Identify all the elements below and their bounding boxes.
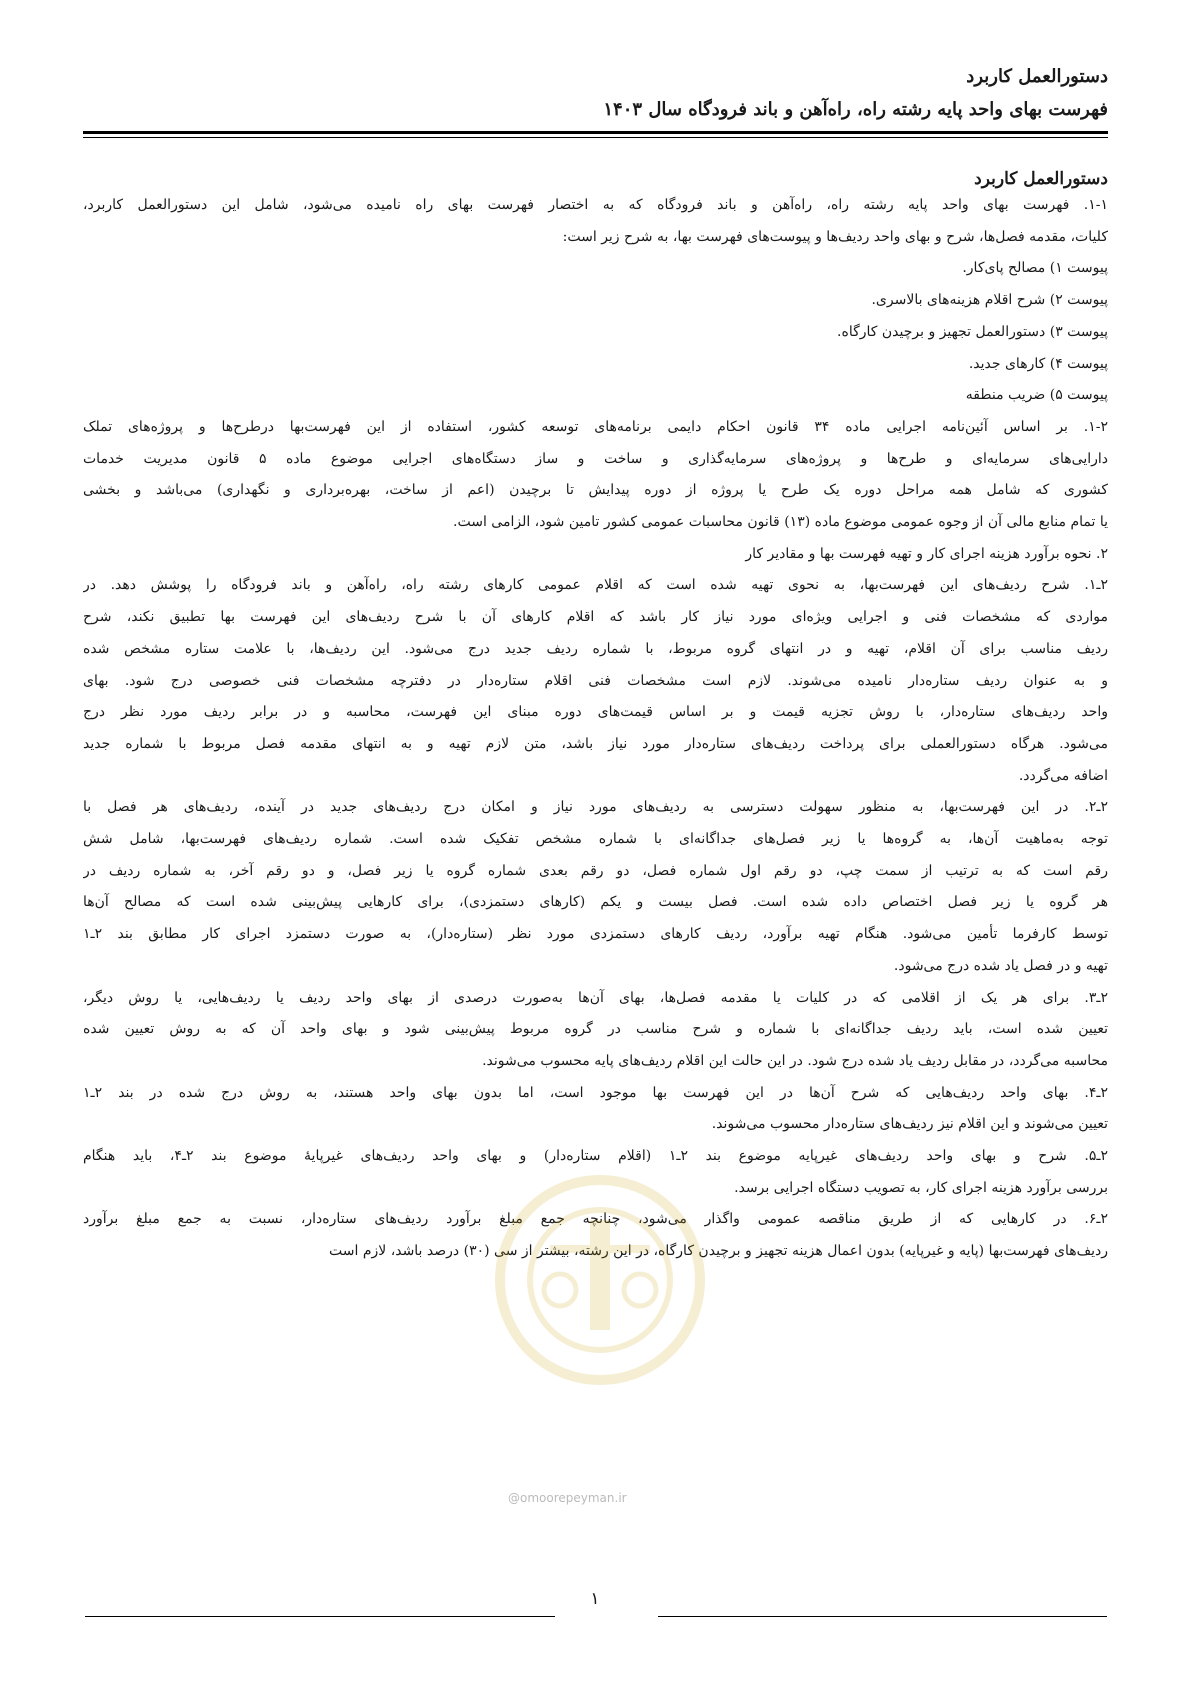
body-line: هر گروه یا زیر فصل اختصاص داده شده است. فصل بیست و یکم (کارهای دستمزدی)، برای کارهایی پیش‌بینی شده است که مصالح آن‌ها (83, 894, 1108, 911)
watermark-text: @omoorepeyman.ir (508, 1491, 627, 1505)
body-line: دارایی‌های سرمایه‌ای و طرح‌ها و پروژه‌های سرمایه‌گذاری و ساخت و ساز دستگاه‌های اجرایی موضوع ماده ۵ قانون مدیریت خدمات (83, 450, 1108, 467)
body-line: ۲ـ۱. شرح ردیف‌های این فهرست‌بها، به نحوی تهیه شده است که اقلام عمومی کارهای رشته راه، راه‌آهن و باند فرودگاه را پوشش دهد. در (83, 577, 1108, 594)
body-line: بررسی برآورد هزینه اجرای کار، به تصویب دستگاه اجرایی برسد. (734, 1179, 1108, 1196)
body-line: پیوست ۴) کارهای جدید. (968, 355, 1108, 372)
body-line: مواردی که مشخصات فنی و اجرایی ویژه‌ای مورد نیاز کار باشد که اقلام کارهای آن با شرح ردیف‌های این فهرست بها تطبیق نکند، شرح (83, 609, 1108, 626)
page-number: ۱ (590, 1589, 600, 1609)
body-line: رقم است که به ترتیب از سمت چپ، دو رقم اول شماره فصل، دو رقم بعدی شماره گروه یا زیر فصل، و دو رقم آخر، به شماره ردیف در (83, 862, 1108, 879)
body-line: کلیات، مقدمه فصل‌ها، شرح و بهای واحد ردیف‌ها و پیوست‌های فهرست بها، به شرح زیر است: (562, 228, 1108, 245)
footer-rule-left (85, 1616, 555, 1617)
body-line: ۲ـ۴. بهای واحد ردیف‌هایی که شرح آن‌ها در این فهرست بها موجود است، اما بدون بهای واحد هستند، به روش درج شده در بند ۲ـ۱ (83, 1084, 1108, 1101)
header-rule-thick (83, 131, 1108, 134)
footer-rule-right (658, 1616, 1107, 1617)
body-line: پیوست ۱) مصالح پای‌کار. (962, 260, 1108, 277)
body-line: یا تمام منابع مالی آن از وجوه عمومی موضوع ماده (۱۳) قانون محاسبات عمومی کشور تامین شود، الزامی است. (453, 514, 1108, 530)
body-line: تهیه و در فصل یاد شده درج می‌شود. (893, 957, 1108, 974)
body-line: واحد ردیف‌های ستاره‌دار، با روش تجزیه قیمت و بر اساس قیمت‌های دوره مبنای این فهرست، محاسبه و در برابر ردیف مورد نظر درج (83, 704, 1108, 721)
body-line: ۱-۲. بر اساس آئین‌نامه اجرایی ماده ۳۴ قانون احکام دایمی برنامه‌های توسعه کشور، استفاده از این فهرست‌بها درطرح‌ها و پروژه‌های تملک (83, 418, 1108, 435)
body-line: تعیین شده است، باید ردیف جداگانه‌ای با شماره و شرح مناسب در گروه مربوط پیش‌بینی شود و بهای واحد آن که به روش تعیین شده (83, 1021, 1108, 1038)
body-line: ردیف مناسب برای آن اقلام، تهیه و در انتهای گروه مربوط، با شماره ردیف جدید درج می‌شود. این ردیف‌ها، با علامت ستاره مشخص شده (83, 640, 1108, 657)
header-subtitle: فهرست بهای واحد پایه رشته راه، راه‌آهن و باند فرودگاه سال ۱۴۰۳ (603, 99, 1108, 120)
body-line: محاسبه می‌گردد، در مقابل ردیف یاد شده درج شود. در این حالت این اقلام ردیف‌های پایه محسوب می‌شوند. (482, 1052, 1108, 1069)
body-line: تعیین می‌شوند و این اقلام نیز ردیف‌های ستاره‌دار محسوب می‌شوند. (711, 1116, 1108, 1133)
watermark-logo-icon (480, 1150, 720, 1410)
body-line: می‌شود. هرگاه دستورالعملی برای پرداخت ردیف‌های ستاره‌دار مورد نیاز باشد، متن لازم تهیه و به انتهای مقدمه فصل مربوط با شماره جدید (83, 735, 1108, 752)
body-line: و به عنوان ردیف ستاره‌دار نامیده می‌شوند. لازم است مشخصات فنی اقلام ستاره‌دار در دفترچه مشخصات فنی خصوصی درج شود. بهای (83, 672, 1108, 689)
body-line: ۲ـ۵. شرح و بهای واحد ردیف‌های غیرپایه موضوع بند ۲ـ۱ (اقلام ستاره‌دار) و بهای واحد ردیف‌های غیرپایهٔ موضوع بند ۲ـ۴، باید هنگام (83, 1148, 1108, 1164)
body-line: ۲ـ۶. در کارهایی که از طریق مناقصه عمومی واگذار می‌شود، چنانچه جمع مبلغ برآورد ردیف‌های ستاره‌دار، نسبت به جمع مبلغ برآورد (83, 1211, 1108, 1228)
body-line: پیوست ۲) شرح اقلام هزینه‌های بالاسری. (871, 292, 1108, 309)
body-line: توسط کارفرما تأمین می‌شود. هنگام تهیه برآورد، ردیف کارهای دستمزدی مورد نظر (ستاره‌دار)، به صورت دستمزد اجرای کار مطابق بند ۲ـ۱ (83, 926, 1108, 943)
body-line: پیوست ۳) دستورالعمل تجهیز و برچیدن کارگاه. (837, 323, 1108, 340)
body-line: پیوست ۵) ضریب منطقه (965, 387, 1108, 404)
header-rule-thin (83, 137, 1108, 138)
body-line: ۲. نحوه برآورد هزینه اجرای کار و تهیه فهرست بها و مقادیر کار (745, 545, 1108, 562)
body-line: ۲ـ۳. برای هر یک از اقلامی که در کلیات یا مقدمه فصل‌ها، بهای آن‌ها به‌صورت درصدی از بهای واحد ردیف یا ردیف‌هایی، یا روش دیگر، (83, 989, 1108, 1006)
body-line: ردیف‌های فهرست‌بها (پایه و غیرپایه) بدون اعمال هزینه تجهیز و برچیدن کارگاه، در این رشته، بیشتر از سی (۳۰) درصد باشد، لازم است (329, 1243, 1108, 1260)
section-title: دستورالعمل کاربرد (974, 169, 1108, 189)
header-title: دستورالعمل کاربرد (966, 66, 1108, 87)
body-line: ۲ـ۲. در این فهرست‌بها، به منظور سهولت دسترسی به ردیف‌های مورد نیاز و امکان درج ردیف‌های جدید در آینده، ردیف‌های هر فصل با (83, 799, 1108, 816)
body-line: کشوری که شامل همه مراحل دوره یک طرح یا پروژه از دوره پیدایش تا برچیدن (اعم از ساخت، بهره‌برداری و نگهداری) می‌باشد و بخشی (83, 482, 1108, 499)
body-line: اضافه می‌گردد. (1018, 767, 1108, 784)
body-line: توجه به‌ماهیت آن‌ها، به گروه‌ها یا زیر فصل‌های جداگانه‌ای با شماره مشخص تفکیک شده است. شماره ردیف‌های فهرست‌بها، شامل شش (83, 831, 1108, 847)
body-line: ۱-۱. فهرست بهای واحد پایه رشته راه، راه‌آهن و باند فرودگاه که به اختصار فهرست بهای راه نامیده می‌شود، شامل این دستورالعمل کاربرد، (83, 197, 1108, 213)
